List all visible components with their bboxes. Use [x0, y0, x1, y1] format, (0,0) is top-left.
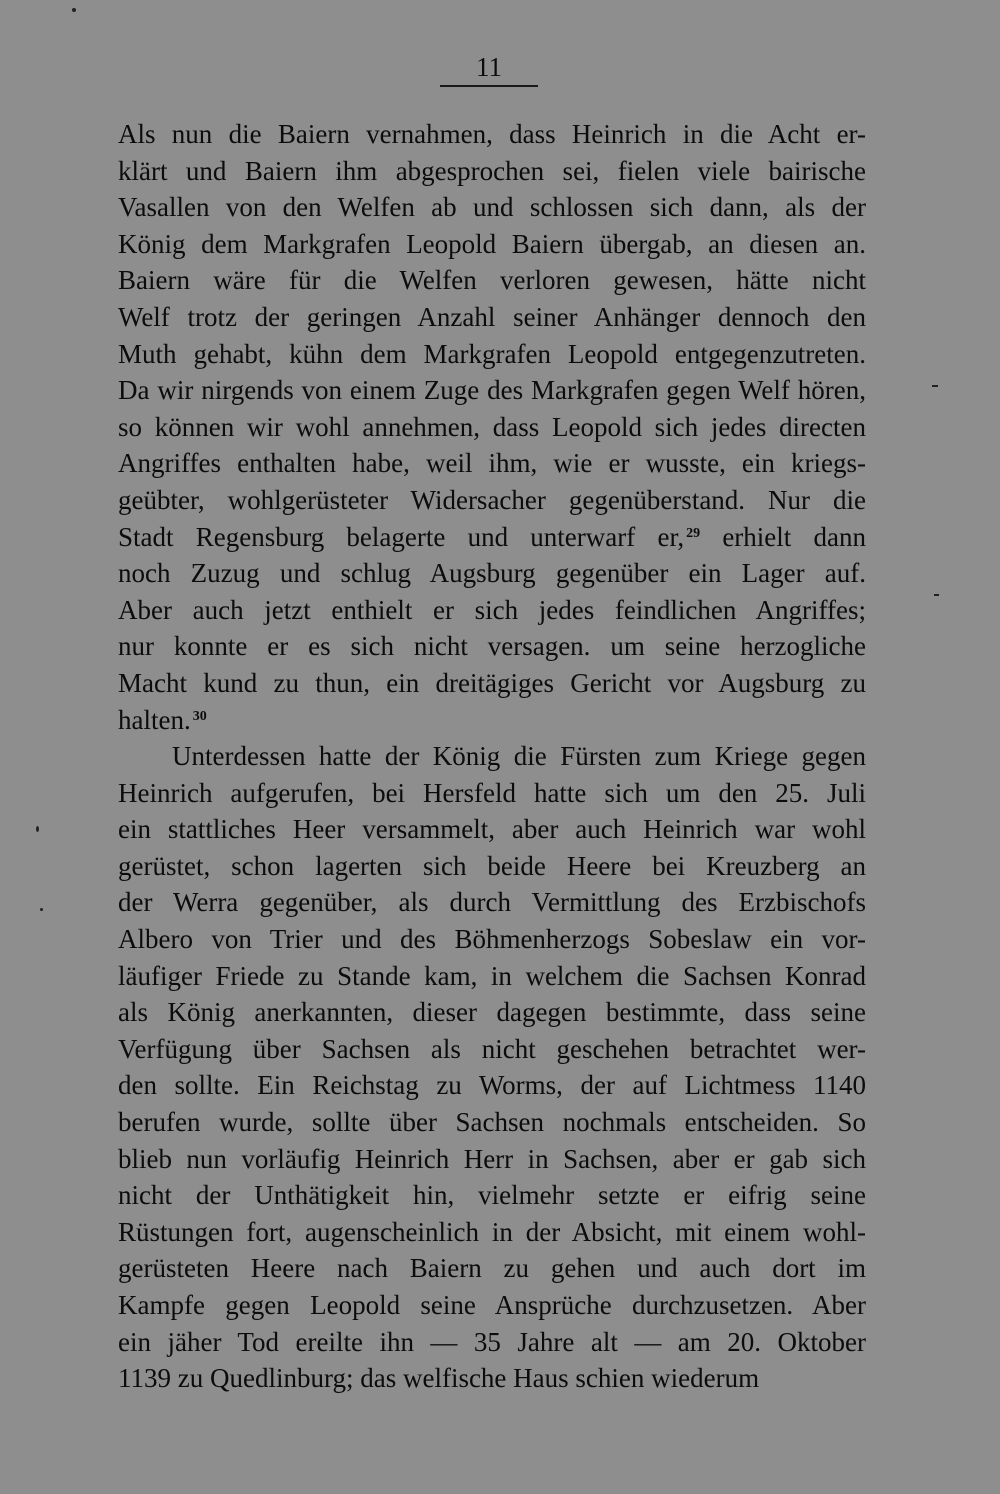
line-text: Unterdessen hatte der König die Fürsten zum Kriege gegen [172, 741, 866, 772]
text-line [118, 445, 866, 482]
line-text: Verfügung über Sachsen als nicht geschehen betrachtet wer- [118, 1033, 866, 1064]
line-text: Aber auch jetzt enthielt er sich jedes feindlichen Angriffes; [118, 594, 866, 625]
page-number: 11 [440, 52, 538, 87]
line-text: blieb nun vorläufig Heinrich Herr in Sachsen, aber er gab sich [118, 1143, 866, 1174]
paragraph [118, 116, 866, 738]
text-line [118, 372, 866, 409]
text-line [118, 482, 866, 519]
text-line [118, 958, 866, 995]
text-line [118, 1287, 866, 1324]
line-text: berufen wurde, sollte über Sachsen nochmals entscheiden. So [118, 1107, 866, 1138]
text-line [118, 1360, 866, 1397]
line-text: klärt und Baiern ihm abgesprochen sei, fielen viele bairische [118, 155, 866, 186]
text-line [118, 1141, 866, 1178]
text-line [118, 226, 866, 263]
text-line [118, 775, 866, 812]
line-text: 1139 zu Quedlinburg; das welfische Haus schien wiederum [118, 1363, 760, 1394]
line-text: Da wir nirgends von einem Zuge des Markgrafen gegen Welf hören, [118, 375, 866, 406]
line-text: gerüsteten Heere nach Baiern zu gehen und auch dort im [118, 1253, 866, 1284]
line-text: ein stattliches Heer versammelt, aber auch Heinrich war wohl [118, 814, 866, 845]
text-line [118, 811, 866, 848]
line-text: Stadt Regensburg belagerte und unterwarf er, [118, 521, 685, 552]
line-text: noch Zuzug und schlug Augsburg gegenüber ein Lager auf. [118, 558, 866, 589]
line-text: geübter, wohlgerüsteter Widersacher gegenüberstand. Nur die [118, 484, 866, 515]
line-text: gerüstet, schon lagerten sich beide Heere bei Kreuzberg an [118, 850, 866, 881]
text-line [118, 994, 866, 1031]
text-line [118, 336, 866, 373]
text-line [118, 1214, 866, 1251]
line-text: Heinrich aufgerufen, bei Hersfeld hatte sich um den 25. Juli [118, 777, 866, 808]
text-line [118, 848, 866, 885]
line-text: Angriffes enthalten habe, weil ihm, wie er wusste, ein kriegs- [118, 448, 866, 479]
text-line [118, 884, 866, 921]
text-line [118, 153, 866, 190]
line-text: läufiger Friede zu Stande kam, in welchem die Sachsen Konrad [118, 960, 866, 991]
line-text: Kampfe gegen Leopold seine Ansprüche durchzusetzen. Aber [118, 1290, 866, 1320]
text-line [118, 921, 866, 958]
body-text [118, 116, 866, 1397]
line-text: den sollte. Ein Reichstag zu Worms, der auf Lichtmess 1140 [118, 1070, 866, 1101]
text-line [118, 262, 866, 299]
line-text: nicht der Unthätigkeit hin, vielmehr setzte er eifrig seine [118, 1180, 866, 1211]
line-text: als König anerkannten, dieser dagegen bestimmte, dass seine [118, 997, 866, 1028]
line-text: Albero von Trier und des Böhmenherzogs Sobeslaw ein vor- [118, 924, 866, 955]
line-text: Rüstungen fort, augenscheinlich in der Absicht, mit einem wohl- [118, 1216, 866, 1247]
footnote-marker: 29 [686, 525, 701, 541]
line-text: ein jäher Tod ereilte ihn — 35 Jahre alt — am 20. Oktober [118, 1326, 866, 1357]
footnote-marker: 30 [192, 708, 207, 724]
text-line [118, 738, 866, 775]
line-text: König dem Markgrafen Leopold Baiern übergab, an diesen an. [118, 228, 866, 259]
text-line [118, 665, 866, 702]
line-text: halten. [118, 704, 191, 735]
text-line [118, 409, 866, 446]
line-text-continued: erhielt dann [700, 521, 866, 552]
text-line [118, 1177, 866, 1214]
text-line [118, 299, 866, 336]
line-text: der Werra gegenüber, als durch Vermittlung des Erzbischofs [118, 887, 866, 918]
text-line [118, 189, 866, 226]
text-line [118, 1250, 866, 1287]
line-text: so können wir wohl annehmen, dass Leopold sich jedes directen [118, 411, 866, 442]
text-line [118, 628, 866, 665]
line-text: Baiern wäre für die Welfen verloren gewesen, hätte nicht [118, 265, 866, 296]
text-line [118, 592, 866, 629]
line-text: Muth gehabt, kühn dem Markgrafen Leopold entgegenzutreten. [118, 338, 866, 369]
text-line [118, 1031, 866, 1068]
text-line [118, 116, 866, 153]
line-text: Als nun die Baiern vernahmen, dass Heinrich in die Acht er- [118, 119, 866, 149]
text-line [118, 1324, 866, 1361]
text-line [118, 1067, 866, 1104]
text-line [118, 519, 866, 556]
line-text: Welf trotz der geringen Anzahl seiner Anhänger dennoch den [118, 301, 866, 332]
text-line [118, 1104, 866, 1141]
line-text: Vasallen von den Welfen ab und schlossen sich dann, als der [118, 192, 866, 223]
line-text: Macht kund zu thun, ein dreitägiges Gericht vor Augsburg zu [118, 667, 866, 698]
text-line [118, 555, 866, 592]
line-text: nur konnte er es sich nicht versagen. um seine herzogliche [118, 631, 866, 662]
paragraph [118, 738, 866, 1397]
text-line [118, 702, 866, 739]
